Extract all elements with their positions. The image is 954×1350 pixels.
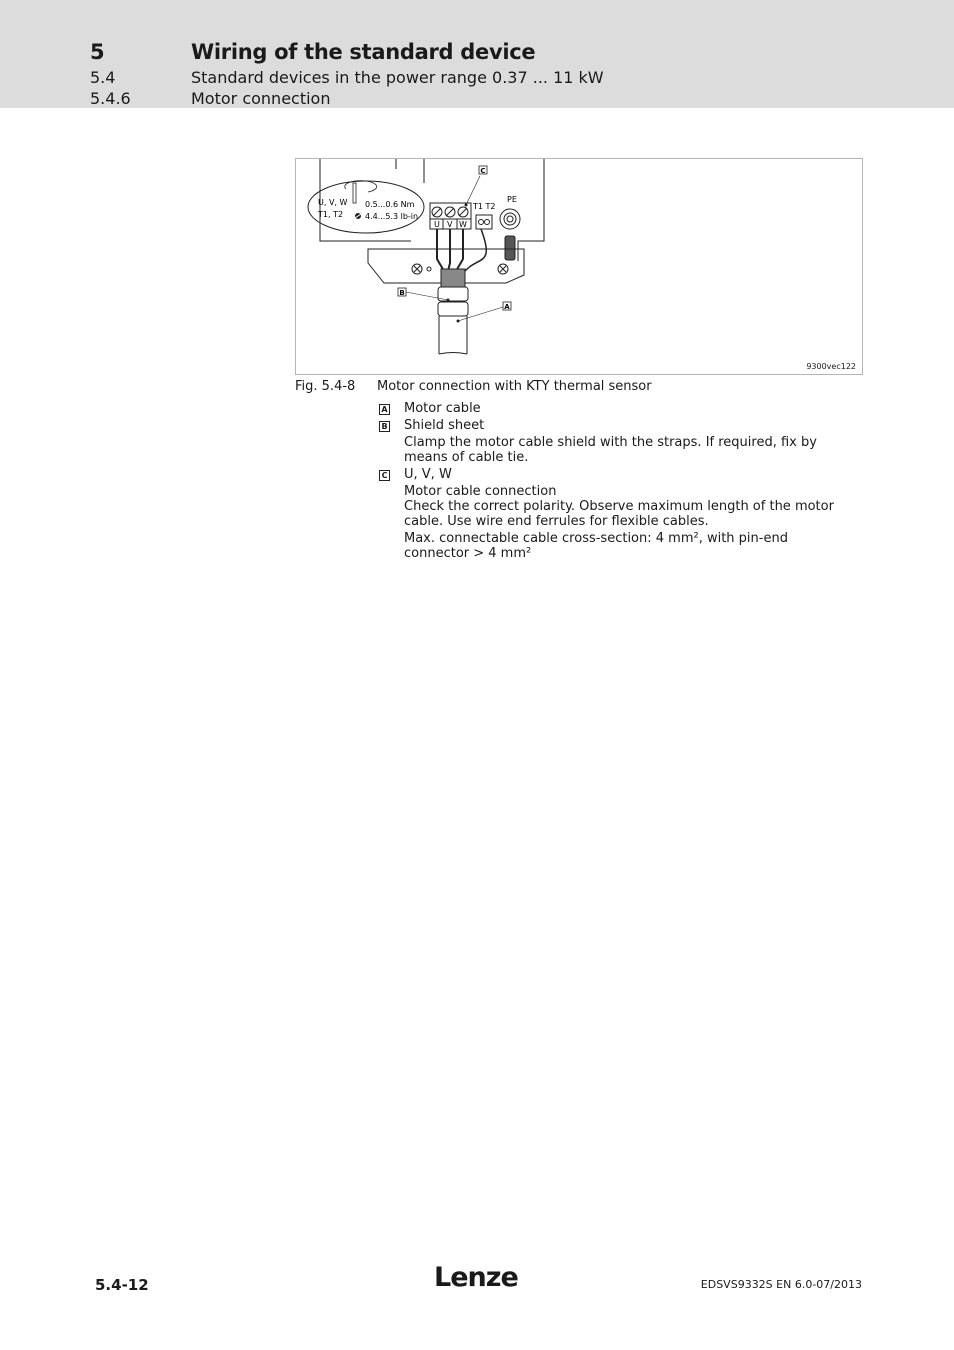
legend-key-b: B — [379, 421, 390, 432]
legend-c-line: Max. connectable cable cross-section: 4 mm², with pin-end connector > 4 mm² — [404, 531, 788, 561]
lenze-logo: Lenze — [434, 1262, 518, 1293]
wiring-diagram — [296, 159, 864, 376]
torque-nm-label: 0.5...0.6 Nm — [365, 200, 415, 209]
subsection-number: 5.4.6 — [90, 89, 131, 108]
legend-c-line: Motor cable connection — [404, 484, 557, 499]
thermal-terminals-label: T1 T2 — [473, 202, 496, 211]
chapter-title: Wiring of the standard device — [191, 40, 536, 64]
callout-c: C — [480, 167, 486, 175]
screwdriver-icon — [355, 213, 361, 219]
motor-connection-figure — [295, 158, 863, 375]
subsection-title: Motor connection — [191, 89, 331, 108]
chapter-number: 5 — [90, 40, 105, 64]
page-number: 5.4-12 — [95, 1276, 149, 1294]
pe-ring-icon — [500, 209, 520, 260]
legend-b-line: Clamp the motor cable shield with the straps. If required, fix by means of cable tie. — [404, 435, 817, 465]
legend-b-line: Shield sheet — [404, 418, 485, 433]
terminal-u: U — [434, 220, 440, 229]
pe-label: PE — [507, 195, 517, 204]
figure-caption-label: Fig. 5.4-8 — [295, 379, 356, 394]
legend-item-b — [377, 418, 857, 465]
section-number: 5.4 — [90, 68, 116, 87]
legend-key-c: C — [379, 470, 390, 481]
terminal-w: W — [459, 220, 467, 229]
terminal-screw-icon — [432, 207, 468, 217]
legend-a-line: Motor cable — [404, 401, 481, 416]
terminals-label-2: T1, T2 — [318, 210, 344, 219]
callout-a: A — [504, 303, 510, 311]
document-reference: EDSVS9332S EN 6.0-07/2013 — [700, 1278, 862, 1291]
legend-c-line: U, V, W — [404, 467, 452, 482]
figure-image-id: 9300vec122 — [806, 362, 856, 371]
figure-caption-text: Motor connection with KTY thermal sensor — [377, 379, 652, 394]
legend-item-a — [377, 401, 857, 416]
terminal-v: V — [447, 220, 453, 229]
callout-b: B — [399, 289, 405, 297]
torque-lbin-label: 4.4...5.3 lb-in — [365, 212, 419, 221]
terminals-label-1: U, V, W — [318, 198, 348, 207]
legend-key-a: A — [379, 404, 390, 415]
legend-c-line: Check the correct polarity. Observe maximum length of the motor cable. Use wire end ferrules for flexible cables. — [404, 499, 834, 529]
legend-item-c — [377, 467, 857, 561]
figure-legend — [377, 401, 857, 561]
section-title: Standard devices in the power range 0.37 ... 11 kW — [191, 68, 604, 87]
